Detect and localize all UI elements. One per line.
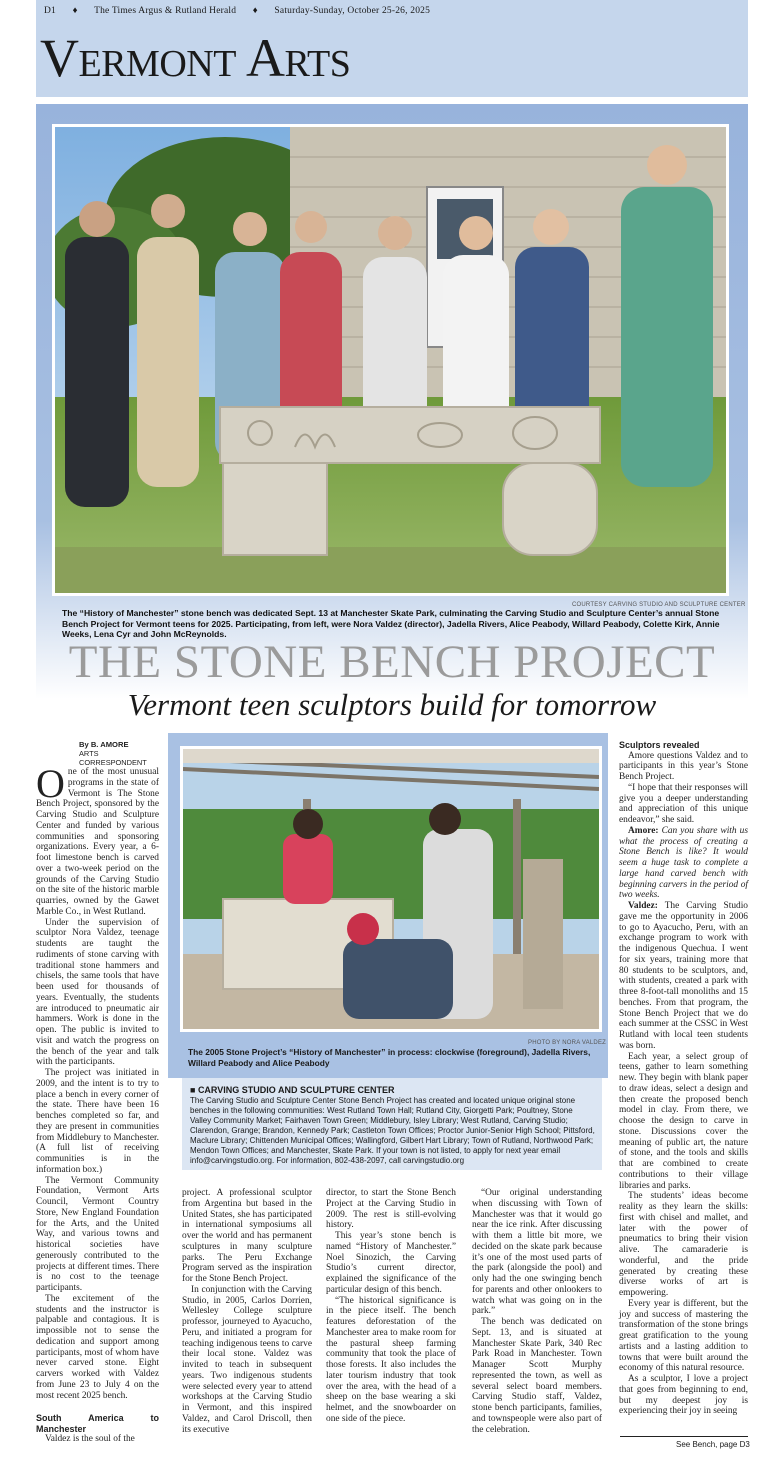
interview-answer: Valdez: The Carving Studio gave me the opportunity in 2006 to go to Ayacucho, Peru, with an exchange program to work with the indigenous Quechua. I went for six years, training more that 80 students to be sculptors, and, with students, created a park with three 8-foot-tall monoliths and 15 benches. From that program, the Stone Bench Project that we do each summer at the CSSC in West Rutland with local teen students was born. <box>619 901 748 1051</box>
carving-in-progress-illustration <box>183 749 599 1029</box>
photo2-caption: The 2005 Stone Project’s “History of Manchester” in process: clockwise (foreground), Jadella Rivers, Willard Peabody and Alice Peabody <box>188 1047 591 1068</box>
subheadline: Vermont teen sculptors build for tomorrow <box>127 687 657 722</box>
paragraph: “The historical significance is in the piece itself. The bench features deforestation of the Manchester area to make room for the pastural sheep farming community that took the place of those forests. It also includes the later tourism industry that took over the area, with the head of a sheep on the base wearing a ski helmet, and the snowboarder on one side of the piece. <box>326 1295 456 1424</box>
paragraph: The project was initiated in 2009, and the intent is to try to place a bench in every corner of the state. There have been 16 benches completed so far, and they are present in communities from Middlebury to Manchester. (A full list of receiving communities is in the information box.) <box>36 1068 159 1175</box>
paragraph: “I hope that their responses will give you a deeper understanding and appreciation of this unique endeavor,” she said. <box>619 782 748 825</box>
jump-rule <box>620 1436 748 1437</box>
headline: THE STONE BENCH PROJECT <box>68 636 716 688</box>
lead-paragraph: One of the most unusual programs in the state of Vermont is The Stone Bench Project, sponsored by the Carving Studio and Sculpture Center and funded by various communities and sponsoring organizations. Every year, a 6-foot limestone bench is carved over a two-week period on the grounds of the Carving Studio on the site of the historic marble quarries, owned by the Gawet Marble Co., in West Rutland. <box>36 761 159 917</box>
paragraph: Under the supervision of sculptor Nora Valdez, teenage students are taught the rudiments of stone carving with traditional stone hammers and chisels, the same tools that have been used for thousands of years. Eventually, the students are introduced to pneumatic air hammers. Work is done in the open. The public is invited to visit and watch the progress on the bench of the year and talk with the participants. <box>36 917 159 1068</box>
byline-role: ARTS CORRESPONDENT <box>79 749 147 767</box>
paragraph: “Our original understanding when discussing with Town of Manchester was that it would go near the ice rink. After discussing with them a little bit more, we decided on the skate park because it’s one of the most used parts of the park (alongside the pool) and only had the one swinging bench for parents and other onlookers to watch what was going on in the park.” <box>472 1188 602 1317</box>
paragraph: Amore questions Valdez and to participants in this year’s Stone Bench Project. <box>619 750 748 782</box>
article-column-3 <box>326 1188 456 1425</box>
folio-line <box>44 6 444 16</box>
jump-line: See Bench, page D3 <box>676 1440 750 1449</box>
section-subhead: South America to Manchester <box>36 1413 159 1434</box>
paragraph: director, to start the Stone Bench Project at the Carving Studio in 2009. The rest is still-evolving history. <box>326 1188 456 1231</box>
paragraph: Each year, a select group of teens, gather to learn something new. They begin with blank paper to draw ideas, select a design and then create the proposed bench model in clay. From there, we choose the design to carve in stone. Discussions cover the meaning of public art, the nature of stone, and the tools and skills that are combined to create contributions to their village libraries and parks. <box>619 1051 748 1191</box>
article-column-4 <box>472 1188 602 1435</box>
paragraph: This year’s stone bench is named “History of Manchester.” Noel Sinozich, the Carving Studio’s current director, explained the significance of the particular design of this bench. <box>326 1231 456 1295</box>
folio-separator: ♦ <box>72 6 78 16</box>
paragraph: Every year is different, but the joy and success of mastering the transformation of the stone brings great gratification to the young artists and a lasting addition to towns that were built around the economy of this natural resource. <box>619 1298 748 1374</box>
paragraph: As a sculptor, I love a project that goes from beginning to end, but my deepest joy is experiencing their joy in seeing <box>619 1374 748 1417</box>
paragraph: In conjunction with the Carving Studio, in 2005, Carlos Dorrien, Wellesley College sculpture professor, journeyed to Ayacucho, Peru, and initiated a program for teaching indigenous teens to carve their local stone. Valdez was invited to teach in subsequent years. Two indigenous students were selected every year to attend workshops at the Carving Studio in Vermont, and this inspired Valdez, and Carol Driscoll, then its executive <box>182 1284 312 1435</box>
paragraph: The bench was dedicated on Sept. 13, and is situated at Manchester Skate Park, 340 Rec Park Road in Manchester. Town Manager Scott Murphy represented the town, as well as several select board members. Carving Studio staff, Valdez, stone bench participants, families, and townspeople were also part of the celebration. <box>472 1317 602 1435</box>
paragraph: The students’ ideas become reality as they learn the skills: first with chisel and mallet, and later with the power of pneumatics to bring their vision alive. The camaraderie is wonderful, and the pride generated by creating these diverse works of art is empowering. <box>619 1191 748 1298</box>
paragraph: project. A professional sculptor from Argentina but based in the United States, she has participated in international symposiums all over the world and has permanent sculptures in many sculpture parks. The Peru Exchange Program served as the inspiration for the Stone Bench Project. <box>182 1188 312 1284</box>
photo-credit: COURTESY CARVING STUDIO AND SCULPTURE CENTER <box>572 602 746 608</box>
byline-author: By B. AMORE <box>79 740 129 749</box>
section-subhead: Sculptors revealed <box>619 740 700 750</box>
carving-photo <box>180 746 602 1032</box>
issue-date: Saturday-Sunday, October 25-26, 2025 <box>274 6 431 16</box>
article-column-2 <box>182 1188 312 1435</box>
main-photo <box>52 124 729 596</box>
drop-cap: O <box>36 761 65 806</box>
paper-name: The Times Argus & Rutland Herald <box>94 6 237 16</box>
page-number: D1 <box>44 6 57 16</box>
main-photo-caption: The “History of Manchester” stone bench was dedicated Sept. 13 at Manchester Skate Park, culminating the Carving Studio and Sculpture Center’s annual Stone Bench Project for Vermont teens for 2025. Participating, from left, were Nora Valdez (director), Jadella Rivers, Alice Peabody, Willard Peabody, Colette Kirk, Annie Weeks, Lena Cyr and John McReynolds. <box>62 608 720 639</box>
photo2-credit: PHOTO BY NORA VALDEZ <box>528 1040 607 1046</box>
paragraph: The excitement of the students and the instructor is palpable and contagious. It is impossible not to sense the dedication and support among participants, most of whom have never carved stone. Eight carvers worked with Valdez from June 23 to July 4 on the most recent 2025 bench. <box>36 1293 159 1401</box>
article-column-5 <box>619 740 748 1417</box>
paragraph: The Vermont Community Foundation, Vermont Arts Council, Vermont Country Store, New England Foundation for the Arts, and the United Way, and various towns and historical societies have generously contributed to the projects at different times. There is no cost to the teenage participants. <box>36 1175 159 1293</box>
masthead-rule <box>36 99 748 102</box>
section-masthead: Vermont Arts <box>40 28 351 88</box>
folio-separator: ♦ <box>252 6 258 16</box>
group-photo-illustration <box>55 127 726 593</box>
info-box-body: The Carving Studio and Sculpture Center Stone Bench Project has created and located unique original stone benches in the following communities: West Rutland Town Hall; Rutland City, Giorgetti Park; Poultney, Stone Valley Community Market; Fairhaven Town Green; Middlebury, Isley Library; West Rutland, Carving Studio; Clarendon, Grange; Brandon, Kennedy Park; Castleton Town Offices; Proctor Junior-Senior High School; Pittsford, Maclure Library; Chittenden Municipal Offices; Wallingford, Gilbert Hart Library; Town of Rutland, Northwood Park; Mendon Town Offices; and Manchester, Skate Park. If your town is not listed, to apply for next year email info@carvingstudio.org. For information, 802-438-2097, call carvingstudio.org <box>190 1096 595 1165</box>
info-box-title: ■ CARVING STUDIO AND SCULPTURE CENTER <box>190 1085 395 1095</box>
interview-question: Amore: Can you share with us what the process of creating a Stone Bench is like? It would seem a huge task to complete a large hand carved bench with beginning carvers in the period of two weeks. <box>619 825 748 901</box>
article-column-1 <box>36 740 159 1445</box>
paragraph: Valdez is the soul of the <box>45 1434 135 1445</box>
